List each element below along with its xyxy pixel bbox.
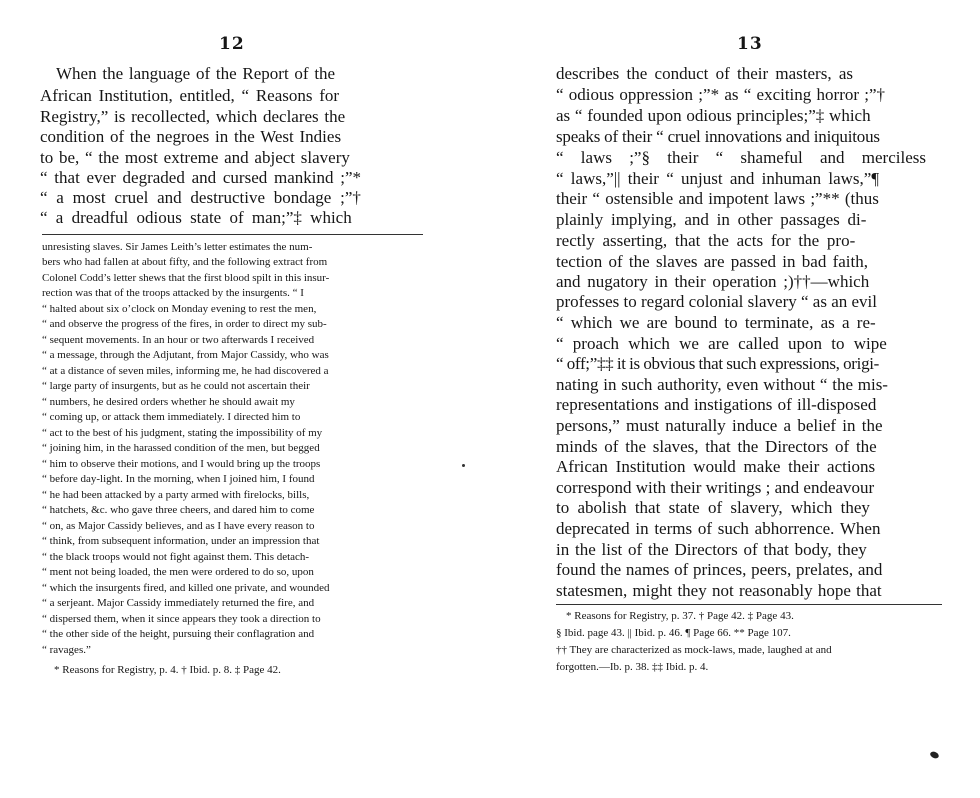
text-line: African Institution, entitled, “ Reasons for <box>40 86 340 105</box>
footnote-line: “ before day-light. In the morning, when I joined him, I found <box>42 473 315 485</box>
text-line: speaks of their “ cruel innovations and iniquitous <box>556 127 880 146</box>
text-line: and nugatory in their operation ;)††—which <box>556 272 870 291</box>
footnote-line: “ a message, through the Adjutant, from Major Cassidy, who was <box>42 349 329 361</box>
text-line: “ laws ;”§ their “ shameful and merciless <box>556 148 926 167</box>
text-line: plainly implying, and in other passages di- <box>556 210 867 229</box>
page-number: 12 <box>219 34 245 54</box>
footnote-line: * Reasons for Registry, p. 37. † Page 42. ‡ Page 43. <box>566 610 794 622</box>
footnote-line: “ a serjeant. Major Cassidy immediately returned the fire, and <box>42 597 315 609</box>
footnote-line: “ he had been attacked by a party armed with firelocks, bills, <box>42 489 310 501</box>
footnote-line: “ the black troops would not fight against them. This detach- <box>42 551 310 563</box>
footnote-line: “ at a distance of seven miles, informing me, he had discovered a <box>42 365 329 377</box>
text-line: “ that ever degraded and cursed mankind ;”* <box>40 168 362 187</box>
text-line: condition of the negroes in the West Indies <box>40 127 342 146</box>
page-number: 13 <box>737 34 763 54</box>
text-line: minds of the slaves, that the Directors of the <box>556 437 877 456</box>
footnote-line: “ him to observe their motions, and I would bring up the troops <box>42 458 321 470</box>
text-line: to abolish that state of slavery, which they <box>556 498 870 517</box>
left-page <box>0 0 470 798</box>
right-page <box>510 0 980 798</box>
text-line: correspond with their writings ; and endeavour <box>556 478 875 497</box>
footnote-line: “ on, as Major Cassidy believes, and as I have every reason to <box>42 520 315 532</box>
footnote-line: bers who had fallen at about fifty, and the following extract from <box>42 256 328 268</box>
text-line: their “ ostensible and impotent laws ;”** (thus <box>556 189 879 208</box>
footnote-line: “ coming up, or attack them immediately. I directed him to <box>42 411 301 423</box>
text-line: “ odious oppression ;”* as “ exciting horror ;”† <box>556 85 886 104</box>
text-line: rectly asserting, that the acts for the pro- <box>556 231 856 250</box>
text-line: tection of the slaves are passed in bad faith, <box>556 252 868 271</box>
text-line: statesmen, might they not reasonably hope that <box>556 581 882 600</box>
footnote-line: “ ravages.” <box>42 644 91 656</box>
text-line: nating in such authority, even without “ the mis- <box>556 375 888 394</box>
footnote-line: †† They are characterized as mock-laws, made, laughed at and <box>556 644 832 656</box>
text-line: describes the conduct of their masters, as <box>556 64 853 83</box>
text-line: in the list of the Directors of that body, they <box>556 540 867 559</box>
footnote-line: “ ment not being loaded, the men were ordered to do so, upon <box>42 566 314 578</box>
text-line: “ a dreadful odious state of man;”‡ which <box>40 208 352 227</box>
text-line: “ laws,”|| their “ unjust and inhuman laws,”¶ <box>556 169 880 188</box>
text-line: “ off;”‡‡ it is obvious that such expressions, origi- <box>556 354 880 373</box>
footnote-line: “ think, from subsequent information, under an impression that <box>42 535 320 547</box>
footnote-line: “ joining him, in the harassed condition of the men, but begged <box>42 442 320 454</box>
text-line: “ which we are bound to terminate, as a re- <box>556 313 876 332</box>
text-line: Registry,” is recollected, which declares the <box>40 107 346 126</box>
footnote-line: rection was that of the troops attacked by the insurgents. “ I <box>42 287 304 299</box>
footnote-divider <box>42 234 423 235</box>
text-line: “ proach which we are called upon to wipe <box>556 334 887 353</box>
text-line: to be, “ the most extreme and abject slavery <box>40 148 350 167</box>
footnote-line: “ numbers, he desired orders whether he should await my <box>42 396 295 408</box>
footnote-line: “ which the insurgents fired, and killed one private, and wounded <box>42 582 330 594</box>
footnote-line: Colonel Codd’s letter shews that the first blood spilt in this insur- <box>42 272 330 284</box>
footnote-line: unresisting slaves. Sir James Leith’s letter estimates the num- <box>42 241 313 253</box>
text-line: professes to regard colonial slavery “ as an evil <box>556 292 877 311</box>
footnote-divider <box>556 604 942 605</box>
reference-line: * Reasons for Registry, p. 4. † Ibid. p. 8. ‡ Page 42. <box>54 664 281 676</box>
footnote-line: “ hatchets, &c. who gave three cheers, and dared him to come <box>42 504 315 516</box>
footnote-line: “ halted about six o’clock on Monday evening to rest the men, <box>42 303 317 315</box>
footnote-line: “ sequent movements. In an hour or two afterwards I received <box>42 334 315 346</box>
text-line: found the names of princes, peers, prelates, and <box>556 560 883 579</box>
gutter-mark <box>462 464 465 467</box>
footnote-line: “ large party of insurgents, but as he could not ascertain their <box>42 380 310 392</box>
text-line: When the language of the Report of the <box>56 64 336 83</box>
text-line: representations and instigations of ill-disposed <box>556 395 877 414</box>
footnote-line: “ act to the best of his judgment, stating the impossibility of my <box>42 427 323 439</box>
text-line: African Institution would make their actions <box>556 457 876 476</box>
footnote-line: “ the other side of the height, pursuing their conflagration and <box>42 628 315 640</box>
text-line: deprecated in terms of such abhorrence. When <box>556 519 881 538</box>
text-line: “ a most cruel and destructive bondage ;”† <box>40 188 361 207</box>
footnote-line: forgotten.—Ib. p. 38. ‡‡ Ibid. p. 4. <box>556 661 709 673</box>
footnote-line: “ dispersed them, when it since appears they took a direction to <box>42 613 321 625</box>
text-line: persons,” must naturally induce a belief in the <box>556 416 883 435</box>
footnote-line: § Ibid. page 43. || Ibid. p. 46. ¶ Page 66. ** Page 107. <box>556 627 791 639</box>
footnote-line: “ and observe the progress of the fires, in order to direct my sub- <box>42 318 327 330</box>
text-line: as “ founded upon odious principles;”‡ which <box>556 106 871 125</box>
